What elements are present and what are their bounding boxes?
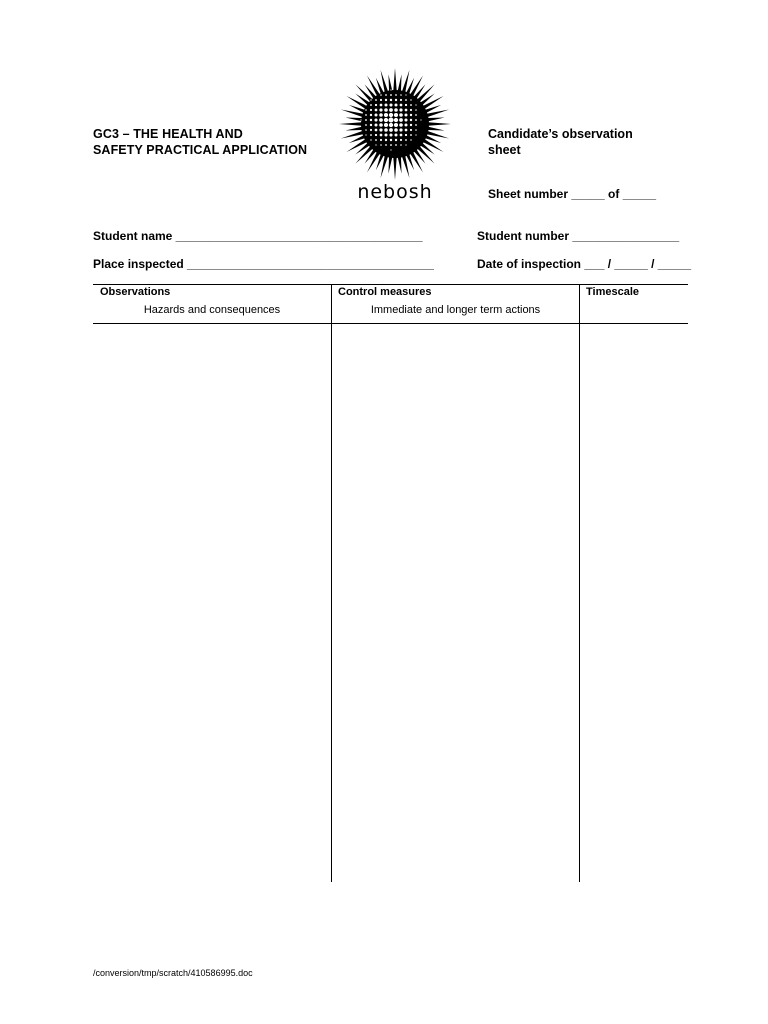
course-title-line1: GC3 – THE HEALTH AND [93, 127, 243, 141]
control-measures-heading: Control measures [338, 286, 432, 298]
observations-heading: Observations [100, 286, 171, 298]
nebosh-logo [339, 64, 451, 204]
table-top-rule [93, 284, 688, 285]
student-number-field[interactable]: Student number ________________ [477, 229, 680, 243]
student-name-field[interactable]: Student name _____________________________________ [93, 229, 423, 243]
control-measures-entry-area[interactable] [332, 324, 579, 882]
observations-entry-area[interactable] [93, 324, 331, 882]
logo-wordmark: nebosh [357, 181, 433, 203]
timescale-entry-area[interactable] [580, 324, 688, 882]
place-inspected-field[interactable]: Place inspected _____________________________________ [93, 257, 434, 271]
sheet-title-line1: Candidate’s observation [488, 127, 633, 141]
course-title [93, 126, 307, 158]
sunburst-logo-icon [339, 64, 451, 204]
control-measures-subheading: Immediate and longer term actions [370, 304, 541, 316]
timescale-heading: Timescale [586, 286, 640, 298]
course-title-line2: SAFETY PRACTICAL APPLICATION [93, 143, 308, 157]
observations-subheading: Hazards and consequences [143, 304, 281, 316]
document-path-footer: /conversion/tmp/scratch/410586995.doc [93, 968, 253, 978]
sheet-title-line2: sheet [488, 143, 521, 157]
date-of-inspection-field[interactable]: Date of inspection ___ / _____ / _____ [477, 257, 692, 271]
sheet-number: Sheet number _____ of _____ [488, 187, 657, 201]
sheet-title [488, 126, 633, 158]
